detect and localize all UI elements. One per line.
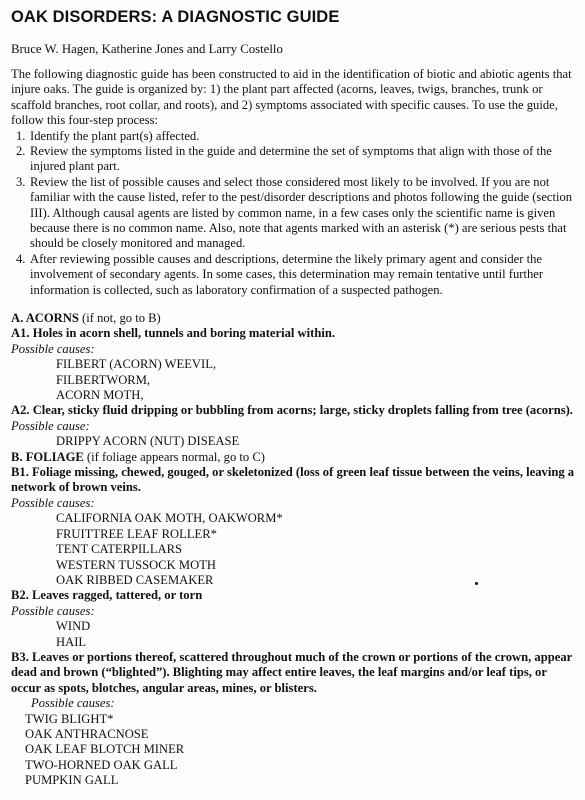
cause-item: HAIL [56, 634, 87, 649]
cause-item: TWO-HORNED OAK GALL [25, 757, 178, 772]
cause-item: OAK LEAF BLOTCH MINER [25, 742, 185, 757]
section-heading-foliage [11, 450, 576, 465]
intro-paragraph: The following diagnostic guide has been constructed to aid in the identification of biotic and abiotic agents that injure oaks. The guide is organized by: 1) the plant part affected (acorns, leaves, twigs, branches, trunk or scaffold branches, root collar, and roots), and 2) symptoms associated with specific causes. To use the guide, follow this four-step process: [11, 67, 572, 128]
cause-item: CALIFORNIA OAK MOTH, OAKWORM* [56, 511, 283, 526]
symptom-a2: A2. Clear, sticky fluid dripping or bubbling from acorns; large, sticky droplets falling from tree (acorns). [11, 403, 573, 418]
cause-item: DRIPPY ACORN (NUT) DISEASE [56, 434, 240, 449]
authors-line: Bruce W. Hagen, Katherine Jones and Larry Costello [11, 42, 283, 56]
step-text: Review the list of possible causes and select those considered most likely to be involved. If you are not familiar with the cause listed, refer to the pest/disorder descriptions and photos following the guide (section III). Although causal agents are listed by common name, in a few cases only the scientific name is given because there is no common name. Also, note that agents marked with an asterisk (*) are serious pests that should be closely monitored and managed. [30, 174, 573, 251]
cause-item: FILBERTWORM, [56, 372, 151, 387]
step-text: Review the symptoms listed in the guide and determine the set of symptoms that align with those of the injured plant part. [30, 144, 552, 174]
step-text: After reviewing possible causes and descriptions, determine the likely primary agent and consider the involvement of secondary agents. In some cases, this determination may remain tentative until further information is collected, such as laboratory confirmation of a suspected pathogen. [30, 251, 544, 297]
step-number: 3. [16, 174, 26, 189]
step-item [11, 175, 576, 252]
step-number: 4. [16, 251, 26, 266]
cause-item: FRUITTREE LEAF ROLLER* [56, 526, 217, 541]
cause-item: TENT CATERPILLARS [56, 542, 183, 557]
symptom-b3: B3. Leaves or portions thereof, scattered throughout much of the crown or portions of the crown, appear dead and brown (“blighted”). Blighting may affect entire leaves, the leaf margins and/or leaf tips, or occur as spots, blotches, angular areas, mines, or blisters. [11, 649, 572, 695]
cause-item: TWIG BLIGHT* [25, 711, 114, 726]
possible-cause-label: Possible cause: [11, 418, 90, 433]
step-item [11, 144, 576, 175]
cause-item: WIND [56, 619, 91, 634]
possible-causes-label: Possible causes: [11, 341, 95, 356]
section-heading-acorns [11, 311, 576, 326]
symptom-a1: A1. Holes in acorn shell, tunnels and boring material within. [11, 326, 335, 341]
possible-causes-label: Possible causes: [11, 603, 95, 618]
cause-item: OAK RIBBED CASEMAKER [56, 572, 214, 587]
possible-causes-label: Possible causes: [11, 495, 95, 510]
section-title: B. FOLIAGE [11, 449, 84, 464]
cause-item: PUMPKIN GALL [25, 773, 119, 788]
cause-item: ACORN MOTH, [56, 388, 144, 403]
symptom-b2: B2. Leaves ragged, tattered, or torn [11, 588, 203, 603]
cause-item: FILBERT (ACORN) WEEVIL, [56, 357, 217, 372]
step-item [11, 252, 576, 298]
step-text: Identify the plant part(s) affected. [30, 128, 200, 143]
scan-speck [475, 582, 478, 585]
intro-block [11, 67, 576, 298]
page-title: OAK DISORDERS: A DIAGNOSTIC GUIDE [11, 8, 340, 26]
section-title: A. ACORNS [11, 311, 79, 325]
cause-item: OAK ANTHRACNOSE [25, 726, 149, 741]
diagnostic-body [11, 311, 576, 789]
section-note: (if foliage appears normal, go to C) [83, 449, 265, 464]
possible-causes-label: Possible causes: [31, 696, 115, 711]
symptom-b1: B1. Foliage missing, chewed, gouged, or skeletonized (loss of green leaf tissue between the veins, leaving a network of brown veins. [11, 465, 575, 495]
step-item [11, 129, 576, 144]
step-number: 1. [16, 128, 26, 143]
step-number: 2. [16, 144, 26, 159]
steps-list [11, 129, 576, 298]
section-note: (if not, go to B) [78, 311, 161, 325]
cause-item: WESTERN TUSSOCK MOTH [56, 557, 216, 572]
